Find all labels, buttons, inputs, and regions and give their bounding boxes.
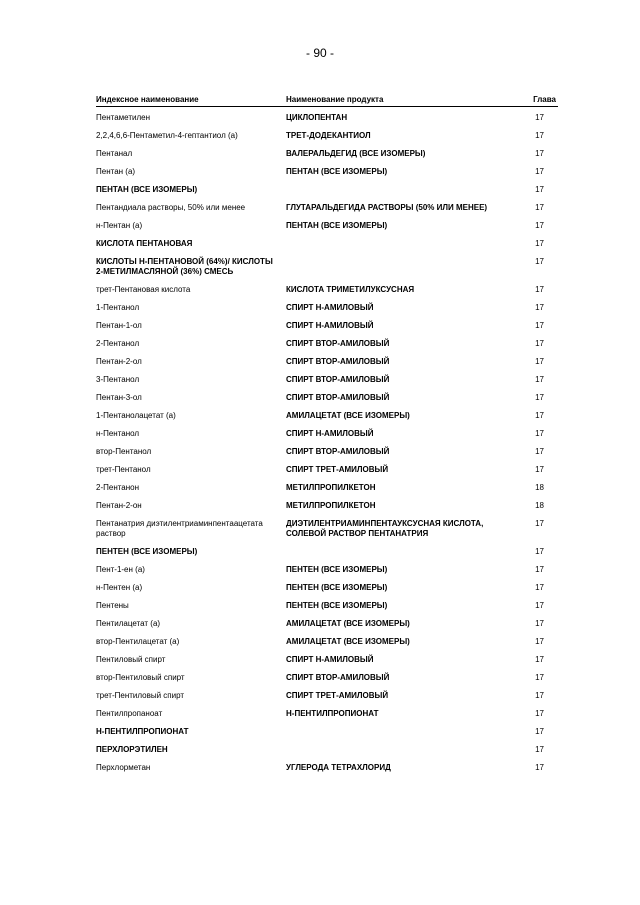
product-name-cell [286, 181, 512, 199]
product-name-cell [286, 543, 512, 561]
table-row [96, 407, 558, 425]
index-name-cell: Пентан-3-ол [96, 393, 142, 402]
index-name-cell: 2-Пентанон [96, 483, 140, 492]
product-name-cell: ДИЭТИЛЕНТРИАМИНПЕНТАУКСУСНАЯ КИСЛОТА, СОЛЕВОЙ РАСТВОР ПЕНТАНАТРИЯ [286, 519, 484, 538]
product-name-cell: СПИРТ ВТОР-АМИЛОВЫЙ [286, 393, 390, 402]
table-row [96, 107, 558, 128]
table-row [96, 127, 558, 145]
product-name-cell: ВАЛЕРАЛЬДЕГИД (ВСЕ ИЗОМЕРЫ) [286, 149, 426, 158]
index-name-cell: Пентиловый спирт [96, 655, 166, 664]
index-name-cell: трет-Пентановая кислота [96, 285, 191, 294]
table-row [96, 479, 558, 497]
product-name-cell [286, 235, 512, 253]
table-header-row [96, 94, 558, 107]
product-name-cell: СПИРТ Н-АМИЛОВЫЙ [286, 303, 374, 312]
chapter-cell: 17 [535, 745, 544, 754]
chapter-cell: 17 [535, 357, 544, 366]
product-name-cell: ПЕНТАН (ВСЕ ИЗОМЕРЫ) [286, 221, 388, 230]
table-row [96, 705, 558, 723]
index-name-cell: 2-Пентанол [96, 339, 140, 348]
chapter-cell: 17 [535, 131, 544, 140]
product-name-cell: ПЕНТЕН (ВСЕ ИЗОМЕРЫ) [286, 565, 388, 574]
chapter-cell: 17 [535, 447, 544, 456]
product-name-cell: КИСЛОТА ТРИМЕТИЛУКСУСНАЯ [286, 285, 415, 294]
product-name-cell: ПЕНТЕН (ВСЕ ИЗОМЕРЫ) [286, 601, 388, 610]
table-row [96, 335, 558, 353]
product-name-cell: СПИРТ ВТОР-АМИЛОВЫЙ [286, 339, 390, 348]
header-product-name: Наименование продукта [286, 94, 512, 107]
index-name-cell: Пентан-2-он [96, 501, 142, 510]
product-name-cell: АМИЛАЦЕТАТ (ВСЕ ИЗОМЕРЫ) [286, 619, 410, 628]
product-name-cell: УГЛЕРОДА ТЕТРАХЛОРИД [286, 763, 391, 772]
header-index-name: Индексное наименование [96, 94, 286, 107]
table-row [96, 461, 558, 479]
table-row [96, 443, 558, 461]
product-name-cell: ПЕНТАН (ВСЕ ИЗОМЕРЫ) [286, 167, 388, 176]
chapter-cell: 17 [535, 375, 544, 384]
chapter-cell: 17 [535, 547, 544, 556]
chapter-cell: 17 [535, 185, 544, 194]
index-name-cell: втор-Пентиловый спирт [96, 673, 185, 682]
chemical-index-table-container [96, 94, 558, 777]
product-name-cell: СПИРТ ВТОР-АМИЛОВЫЙ [286, 673, 390, 682]
product-name-cell: МЕТИЛПРОПИЛКЕТОН [286, 483, 376, 492]
product-name-cell [286, 741, 512, 759]
chapter-cell: 17 [535, 393, 544, 402]
product-name-cell: ГЛУТАРАЛЬДЕГИДА РАСТВОРЫ (50% ИЛИ МЕНЕЕ) [286, 203, 488, 212]
index-name-cell: Пентены [96, 601, 129, 610]
table-row [96, 633, 558, 651]
table-row [96, 723, 558, 741]
chapter-cell: 18 [535, 501, 544, 510]
index-name-cell: Пентандиала растворы, 50% или менее [96, 203, 246, 212]
chapter-cell: 17 [535, 655, 544, 664]
index-name-cell: Пентанатрия диэтилентриаминпентаацетата раствор [96, 519, 263, 538]
table-row [96, 669, 558, 687]
index-name-cell: Пентаметилен [96, 113, 150, 122]
chapter-cell: 17 [535, 619, 544, 628]
index-name-cell: трет-Пентиловый спирт [96, 691, 185, 700]
table-row [96, 235, 558, 253]
chapter-cell: 17 [535, 113, 544, 122]
index-name-cell: 3-Пентанол [96, 375, 140, 384]
table-row [96, 561, 558, 579]
chapter-cell: 17 [535, 601, 544, 610]
page-number: - 90 - [305, 46, 334, 60]
chapter-cell: 17 [535, 637, 544, 646]
table-row [96, 543, 558, 561]
table-row [96, 317, 558, 335]
index-name-cell: н-Пентан (а) [96, 221, 143, 230]
index-name-cell: н-Пентанол [96, 429, 140, 438]
table-row [96, 579, 558, 597]
table-row [96, 615, 558, 633]
chapter-cell: 17 [535, 303, 544, 312]
product-name-cell: СПИРТ ТРЕТ-АМИЛОВЫЙ [286, 465, 389, 474]
product-name-cell: СПИРТ Н-АМИЛОВЫЙ [286, 655, 374, 664]
product-name-cell [286, 723, 512, 741]
table-row [96, 741, 558, 759]
product-name-cell: СПИРТ ТРЕТ-АМИЛОВЫЙ [286, 691, 389, 700]
chapter-cell: 17 [535, 167, 544, 176]
chapter-cell: 17 [535, 221, 544, 230]
index-name-cell: Пентилацетат (а) [96, 619, 161, 628]
table-row [96, 425, 558, 443]
product-name-cell: ПЕНТЕН (ВСЕ ИЗОМЕРЫ) [286, 583, 388, 592]
index-name-cell: ПЕНТАН (ВСЕ ИЗОМЕРЫ) [96, 185, 198, 194]
table-row [96, 651, 558, 669]
table-row [96, 353, 558, 371]
table-row [96, 371, 558, 389]
chapter-cell: 17 [535, 239, 544, 248]
table-row [96, 515, 558, 543]
index-name-cell: 2,2,4,6,6-Пентаметил-4-гептантиол (а) [96, 131, 238, 140]
table-row [96, 199, 558, 217]
product-name-cell: СПИРТ ВТОР-АМИЛОВЫЙ [286, 357, 390, 366]
product-name-cell: СПИРТ Н-АМИЛОВЫЙ [286, 321, 374, 330]
index-name-cell: Пентан-1-ол [96, 321, 142, 330]
index-name-cell: Перхлорметан [96, 763, 151, 772]
chapter-cell: 17 [535, 257, 544, 266]
index-name-cell: Пент-1-ен (а) [96, 565, 145, 574]
chemical-index-table [96, 94, 558, 777]
chapter-cell: 17 [535, 673, 544, 682]
table-body [96, 107, 558, 778]
product-name-cell: ТРЕТ-ДОДЕКАНТИОЛ [286, 131, 371, 140]
index-name-cell: 1-Пентанолацетат (а) [96, 411, 176, 420]
product-name-cell: МЕТИЛПРОПИЛКЕТОН [286, 501, 376, 510]
header-chapter: Глава [512, 94, 558, 107]
table-row [96, 597, 558, 615]
chapter-cell: 17 [535, 691, 544, 700]
index-name-cell: Пентан-2-ол [96, 357, 142, 366]
table-row [96, 759, 558, 777]
product-name-cell: СПИРТ ВТОР-АМИЛОВЫЙ [286, 447, 390, 456]
chapter-cell: 17 [535, 285, 544, 294]
index-name-cell: Пентан (а) [96, 167, 136, 176]
index-name-cell: ПЕРХЛОРЭТИЛЕН [96, 745, 168, 754]
index-name-cell: КИСЛОТА ПЕНТАНОВАЯ [96, 239, 193, 248]
chapter-cell: 17 [535, 321, 544, 330]
table-row [96, 163, 558, 181]
table-row [96, 253, 558, 281]
index-name-cell: втор-Пентанол [96, 447, 152, 456]
product-name-cell: СПИРТ ВТОР-АМИЛОВЫЙ [286, 375, 390, 384]
index-name-cell: втор-Пентилацетат (а) [96, 637, 180, 646]
index-name-cell: Пентилпропаноат [96, 709, 163, 718]
chapter-cell: 17 [535, 429, 544, 438]
product-name-cell: АМИЛАЦЕТАТ (ВСЕ ИЗОМЕРЫ) [286, 637, 410, 646]
chapter-cell: 17 [535, 411, 544, 420]
table-row [96, 217, 558, 235]
chapter-cell: 17 [535, 583, 544, 592]
product-name-cell: Н-ПЕНТИЛПРОПИОНАТ [286, 709, 379, 718]
index-name-cell: 1-Пентанол [96, 303, 140, 312]
index-name-cell: трет-Пентанол [96, 465, 151, 474]
index-name-cell: КИСЛОТЫ Н-ПЕНТАНОВОЙ (64%)/ КИСЛОТЫ 2-МЕТИЛМАСЛЯНОЙ (36%) СМЕСЬ [96, 257, 273, 276]
chapter-cell: 17 [535, 465, 544, 474]
index-name-cell: н-Пентен (а) [96, 583, 143, 592]
chapter-cell: 17 [535, 519, 544, 528]
chapter-cell: 18 [535, 483, 544, 492]
index-name-cell: Пентанал [96, 149, 133, 158]
table-row [96, 281, 558, 299]
product-name-cell: АМИЛАЦЕТАТ (ВСЕ ИЗОМЕРЫ) [286, 411, 410, 420]
table-row [96, 497, 558, 515]
chapter-cell: 17 [535, 709, 544, 718]
table-row [96, 687, 558, 705]
chapter-cell: 17 [535, 203, 544, 212]
index-name-cell: ПЕНТЕН (ВСЕ ИЗОМЕРЫ) [96, 547, 198, 556]
chapter-cell: 17 [535, 565, 544, 574]
chapter-cell: 17 [535, 339, 544, 348]
table-row [96, 389, 558, 407]
product-name-cell: СПИРТ Н-АМИЛОВЫЙ [286, 429, 374, 438]
table-row [96, 181, 558, 199]
product-name-cell: ЦИКЛОПЕНТАН [286, 113, 348, 122]
index-name-cell: Н-ПЕНТИЛПРОПИОНАТ [96, 727, 189, 736]
table-row [96, 145, 558, 163]
chapter-cell: 17 [535, 727, 544, 736]
chapter-cell: 17 [535, 763, 544, 772]
product-name-cell [286, 253, 512, 281]
chapter-cell: 17 [535, 149, 544, 158]
table-row [96, 299, 558, 317]
